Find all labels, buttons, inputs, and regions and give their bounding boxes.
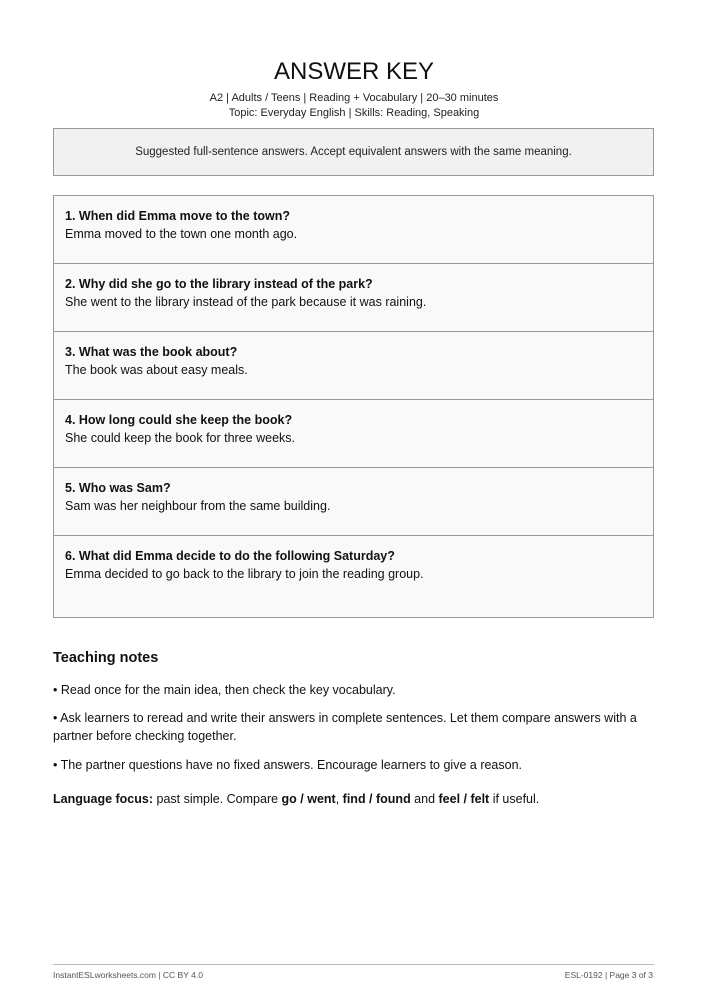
- answer-item-5: [54, 468, 653, 536]
- answer-text: Emma moved to the town one month ago.: [65, 227, 298, 241]
- answer-text: She went to the library instead of the park because it was raining.: [65, 295, 427, 309]
- answer-text: Emma decided to go back to the library to join the reading group.: [65, 567, 424, 581]
- level-meta: A2 | Adults / Teens | Reading + Vocabulary | 20–30 minutes: [209, 92, 499, 104]
- answer-item-2: [54, 264, 653, 332]
- question-text: 5. Who was Sam?: [65, 481, 171, 495]
- answer-text: The book was about easy meals.: [65, 363, 248, 377]
- teaching-note-item: • The partner questions have no fixed answers. Encourage learners to give a reason.: [53, 758, 523, 772]
- teaching-note-item: • Read once for the main idea, then check the key vocabulary.: [53, 683, 396, 697]
- language-focus: [53, 790, 653, 808]
- footer-divider: [53, 964, 654, 965]
- page-title: ANSWER KEY: [273, 58, 435, 85]
- teaching-notes-heading: Teaching notes: [53, 650, 159, 666]
- question-text: 3. What was the book about?: [65, 345, 238, 359]
- footer-source: InstantESLworksheets.com | CC BY 4.0: [53, 970, 203, 980]
- instructions-text: Suggested full-sentence answers. Accept equivalent answers with the same meaning.: [135, 146, 572, 158]
- instructions-box: [53, 128, 654, 176]
- language-focus-label: Language focus:: [53, 792, 154, 806]
- answer-text: She could keep the book for three weeks.: [65, 431, 296, 445]
- separator: ,: [335, 792, 343, 806]
- verb-pair: go / went: [281, 792, 336, 806]
- question-text: 1. When did Emma move to the town?: [65, 209, 291, 223]
- question-text: 4. How long could she keep the book?: [65, 413, 293, 427]
- answer-text: Sam was her neighbour from the same building.: [65, 499, 331, 513]
- teaching-note-item: • Ask learners to reread and write their answers in complete sentences. Let them compare answers with a partner before checking together.: [53, 711, 637, 743]
- separator: and: [410, 792, 439, 806]
- language-focus-end: if useful.: [489, 792, 540, 806]
- answer-item-3: [54, 332, 653, 400]
- footer-page-number: ESL-0192 | Page 3 of 3: [564, 970, 653, 980]
- answer-item-1: [54, 196, 653, 264]
- answer-item-6: [54, 536, 653, 618]
- topic-meta: Topic: Everyday English | Skills: Reading, Speaking: [228, 107, 480, 119]
- verb-pair: find / found: [342, 792, 411, 806]
- question-text: 2. Why did she go to the library instead of the park?: [65, 277, 373, 291]
- question-text: 6. What did Emma decide to do the following Saturday?: [65, 549, 395, 563]
- answer-list: [53, 195, 654, 618]
- language-focus-text: past simple. Compare: [153, 792, 282, 806]
- verb-pair: feel / felt: [438, 792, 490, 806]
- answer-item-4: [54, 400, 653, 468]
